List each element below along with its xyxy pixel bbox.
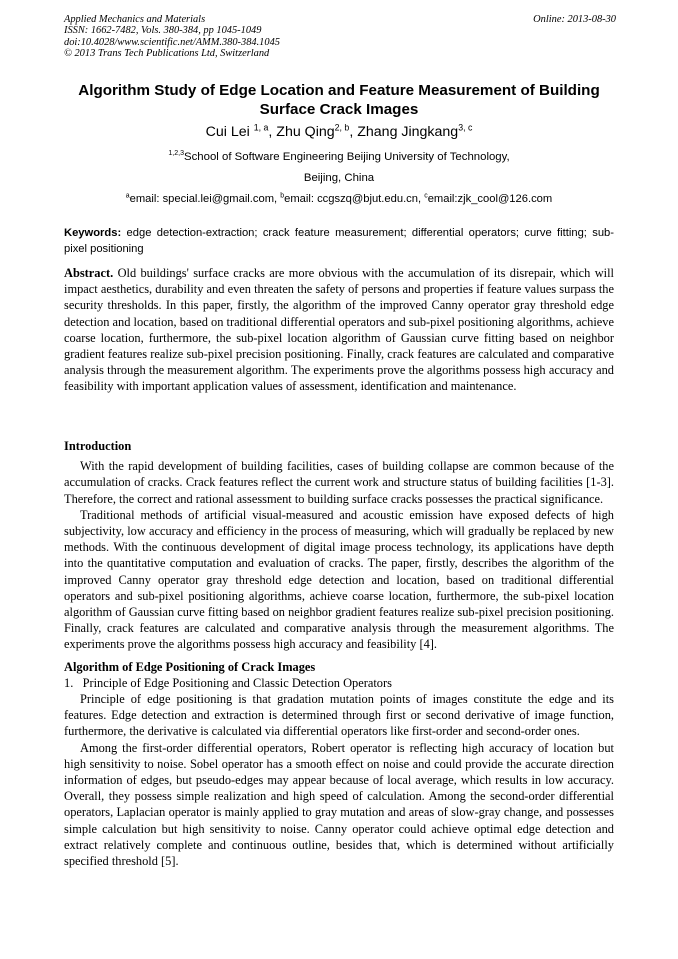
introduction-section (64, 438, 614, 869)
abstract-text: Old buildings' surface cracks are more obvious with the accumulation of its disrepair, which will impact aesthetics, durability and even threaten the safety of persons and properties if feature values surpass the security thresholds. In this paper, firstly, the algorithm of the improved Canny operator gray threshold edge detection and location, based on traditional differential operators and sub-pixel positioning algorithms, achieve coarse location, furthermore, the sub-pixel location algorithm of Gaussian curve fitting based on neighbor gradient features realize sub-pixel precision positioning. Finally, crack features are calculated and comparative analysis through the measurement algorithm. The experiments prove the algorithms possess high accuracy and feasibility with important application values of assessment, identification and maintenance. (64, 266, 614, 394)
section-heading: Algorithm of Edge Positioning of Crack Images (64, 659, 316, 674)
online-date: Online: 2013-08-30 (533, 14, 616, 25)
intro-paragraph-1: With the rapid development of building facilities, cases of building collapse are common because of the accumulation of cracks. Crack features reflect the current work and structure status of building facilities [1-3]. Therefore, the correct and rational assessment to building surface cracks possesses the practical significance. (64, 459, 614, 506)
email-c-sup: c (424, 192, 428, 200)
subsection-heading: 1. Principle of Edge Positioning and Classic Detection Operators (64, 675, 392, 690)
paper-title (56, 81, 622, 119)
email-b: email: ccgszq@bjut.edu.cn, (284, 193, 425, 205)
abstract-label: Abstract. (64, 266, 114, 280)
introduction-heading: Introduction (64, 439, 132, 453)
email-a: email: special.lei@gmail.com, (129, 193, 281, 205)
affiliation-line-1 (56, 150, 622, 164)
email-b-sup: b (280, 192, 285, 200)
affiliation-line-2: Beijing, China (303, 172, 375, 184)
keywords-text: edge detection-extraction; crack feature measurement; differential operators; curve fitting; sub-pixel positioning (64, 227, 614, 255)
title-line-2: Surface Crack Images (259, 101, 419, 118)
copyright-line: © 2013 Trans Tech Publications Ltd, Switzerland (64, 48, 270, 60)
author-3-sup: 3, c (458, 122, 473, 133)
author-2-name: Zhu Qing (276, 124, 335, 140)
keywords-label: Keywords: (64, 227, 122, 239)
author-list: Cui Lei $^{1, a}$, Zhu Qing$^{2, b}$, Zhang Jingkang$^{3, c}$ (205, 122, 473, 140)
abstract (64, 265, 614, 395)
author-2-sup: 2, b (334, 122, 350, 133)
author-1-sup: 1, a (253, 122, 269, 133)
email-line (56, 192, 622, 206)
author-1-name: Cui Lei (205, 124, 250, 140)
email-a-sup: a (125, 192, 130, 200)
affiliation-text: School of Software Engineering Beijing University of Technology, (184, 151, 510, 163)
doi-line: doi:10.4028/www.scientific.net/AMM.380-384.1045 (64, 36, 280, 48)
affiliation-sup: 1,2,3 (168, 150, 184, 158)
keywords (64, 226, 614, 257)
journal-name: Applied Mechanics and Materials (64, 14, 206, 25)
section-paragraph-2: Among the first-order differential operators, Robert operator is reflecting high accuracy of location but high sensitivity to noise. Sobel operator has a smooth effect on noise and could provide the accurate direction information of edges, but pseudo-edges may appear because of local average, which results in low accuracy. Overall, they possess simple realization and high speed of calculation. Among the second-order differential operators, Laplacian operator is mainly applied to gray mutation and areas of slow-gray change, and possesses simple calculation but high sensitivity to noise. Canny operator could achieve optimal edge detection and extract relatively complete and continuous outline, besides that, which is determined without artificially specified threshold [5]. (64, 740, 614, 869)
journal-header (64, 14, 616, 60)
issn-line: ISSN: 1662-7482, Vols. 380-384, pp 1045-1049 (64, 25, 262, 37)
title-line-1: Algorithm Study of Edge Location and Feature Measurement of Building (78, 82, 600, 99)
section-paragraph-1: Principle of edge positioning is that gradation mutation points of images constitute the edge and its features. Edge detection and extraction is determined through first or second derivative of image function, furthermore, the derivative is calculated via differential operators like first-order and second-order ones. (64, 692, 614, 739)
intro-paragraph-2: Traditional methods of artificial visual-measured and acoustic emission have exposed defects of high subjectivity, low accuracy and efficiency in the process of measuring, which will gradually be replaced by new methods. With the continuous development of digital image process technology, its applications have depth into the quantitative computation and evaluation of cracks. The paper, firstly, describes the algorithm of the improved Canny operator gray threshold edge detection and location, based on traditional differential operators and sub-pixel positioning algorithms, achieve coarse location, furthermore, the sub-pixel location algorithm of Gaussian curve fitting based on neighbor gradient features realize sub-pixel precision positioning. Finally, crack features are calculated and comparative analysis through the measurement algorithms. The experiments prove the algorithms possess high accuracy and feasibility [4]. (64, 507, 614, 652)
author-3-name: Zhang Jingkang (357, 124, 459, 140)
email-c: email:zjk_cool@126.com (427, 193, 553, 205)
